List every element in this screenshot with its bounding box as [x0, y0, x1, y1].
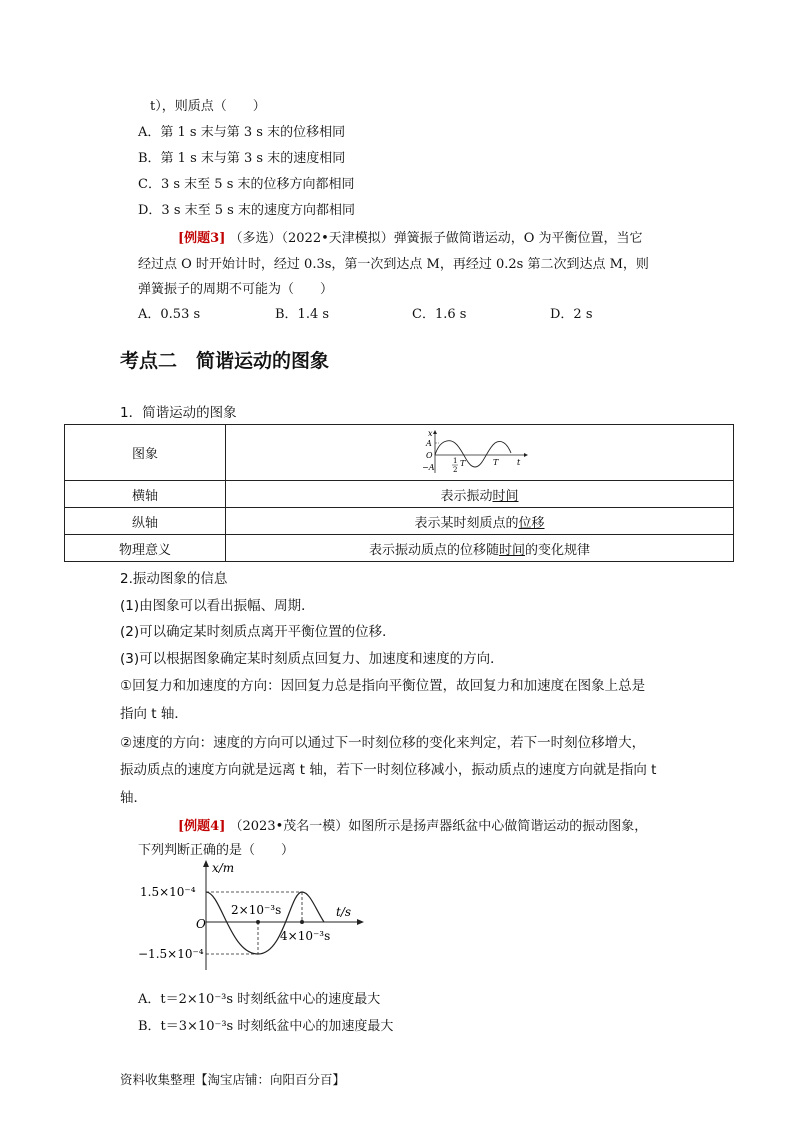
graph-origin-label: O	[425, 450, 433, 460]
row-value-underlined: 时间	[492, 488, 519, 504]
row-value-text: 表示某时刻质点的	[414, 515, 519, 531]
ex3-option-a: A．0.53 s	[138, 307, 201, 322]
ex3-option-d: D．2 s	[550, 307, 593, 322]
sine-curve	[435, 440, 511, 466]
q2-option-a: A．第 1 s 末与第 3 s 末的位移相同	[138, 125, 346, 140]
t-axis-arrow	[524, 453, 528, 457]
x-axis-arrow	[203, 860, 209, 867]
sine-graph	[421, 428, 535, 477]
example4-label: [例题4]	[178, 819, 226, 834]
question-stem-tail: t），则质点（ ）	[150, 99, 266, 114]
graph-neg-amplitude-label: −A	[421, 462, 434, 472]
graph-origin-label: O	[196, 917, 206, 931]
graph-amplitude-label: A	[425, 438, 432, 448]
x-axis-arrow	[433, 430, 437, 434]
row-label: 物理意义	[65, 535, 226, 562]
example4-text: （2023•茂名一模）如图所示是扬声器纸盆中心做简谐运动的振动图象，	[229, 819, 648, 834]
q2-option-c: C．3 s 末至 5 s 末的位移方向都相同	[138, 177, 355, 192]
row-label: 图象	[65, 425, 226, 481]
table-row	[65, 481, 734, 508]
info-line: 振动质点的速度方向就是远离 t 轴，若下一时刻位移减小，振动质点的速度方向就是指向 t	[120, 762, 657, 778]
shm-graph-table	[64, 424, 734, 562]
info-line: ②速度的方向：速度的方向可以通过下一时刻位移的变化来判定，若下一时刻位移增大，	[120, 735, 646, 751]
row-value-text: 表示振动	[440, 488, 493, 504]
table-row	[65, 425, 734, 481]
row-value	[226, 508, 734, 535]
example4-line2: 下列判断正确的是（ ）	[138, 843, 295, 858]
info-line: 指向 t 轴．	[120, 706, 188, 722]
t-axis-arrow	[357, 919, 364, 925]
ex4-option-b: B．t＝3×10⁻³s 时刻纸盆中心的加速度最大	[138, 1019, 394, 1034]
vibration-graph	[136, 858, 366, 976]
section-title: 考点二 简谐运动的图象	[120, 350, 330, 372]
info-line: (3)可以根据图象确定某时刻质点回复力、加速度和速度的方向．	[120, 651, 504, 667]
info-line: (2)可以确定某时刻质点离开平衡位置的位移．	[120, 624, 396, 640]
example4-line1	[178, 815, 647, 834]
vibration-curve	[206, 892, 324, 954]
subheading-1: 1．简谐运动的图象	[120, 405, 237, 421]
row-label: 横轴	[65, 481, 226, 508]
info-line: ①回复力和加速度的方向：因回复力总是指向平衡位置，故回复力和加速度在图象上总是	[120, 678, 646, 694]
row-value	[226, 535, 734, 562]
example3-label: [例题3]	[178, 231, 226, 246]
row-label: 纵轴	[65, 508, 226, 535]
t4-point	[300, 920, 304, 924]
info-line: 轴．	[120, 790, 147, 806]
row-value-suffix: 的变化规律	[525, 542, 591, 558]
graph-y-min-label: −1.5×10⁻⁴	[138, 947, 204, 961]
graph-period-label: T	[492, 457, 498, 467]
example3-line3: 弹簧振子的周期不可能为（ ）	[138, 282, 334, 297]
graph-y-max-label: 1.5×10⁻⁴	[140, 885, 196, 899]
example3-line2: 经过点 O 时开始计时，经过 0.3s，第一次到达点 M，再经过 0.2s 第二次到达点 M，则	[138, 257, 649, 272]
graph-t4-label: 4×10⁻³s	[280, 929, 331, 943]
graph-half-den: 2	[452, 465, 457, 474]
row-value-underlined: 时间	[498, 542, 525, 558]
graph-half-num: 1	[452, 456, 457, 465]
graph-t-label: t	[516, 457, 520, 467]
table-row	[65, 508, 734, 535]
graph-x-label: t/s	[336, 905, 352, 919]
row-value-underlined: 位移	[518, 515, 545, 531]
graph-t2-label: 2×10⁻³s	[231, 903, 282, 917]
graph-half-t-label: T	[459, 458, 465, 468]
row-value	[226, 481, 734, 508]
q2-option-b: B．第 1 s 末与第 3 s 末的速度相同	[138, 151, 346, 166]
t2-point	[256, 920, 260, 924]
graph-x-label: x	[427, 428, 433, 438]
ex3-option-b: B．1.4 s	[275, 307, 330, 322]
ex4-option-a: A．t＝2×10⁻³s 时刻纸盆中心的速度最大	[138, 992, 381, 1007]
example3-text: （多选）（2022•天津模拟）弹簧振子做简谐运动，O 为平衡位置，当它	[229, 231, 643, 246]
row-graph-cell	[226, 425, 734, 481]
subheading-2: 2.振动图象的信息	[120, 571, 228, 587]
row-value-text: 表示振动质点的位移随	[368, 542, 499, 558]
table-row	[65, 535, 734, 562]
graph-y-label: x/m	[212, 861, 235, 875]
footer-note: 资料收集整理【淘宝店铺：向阳百分百】	[120, 1072, 346, 1087]
example3-line1	[178, 227, 643, 246]
q2-option-d: D．3 s 末至 5 s 末的速度方向都相同	[138, 203, 355, 218]
info-line: (1)由图象可以看出振幅、周期．	[120, 598, 315, 614]
ex3-option-c: C．1.6 s	[412, 307, 467, 322]
